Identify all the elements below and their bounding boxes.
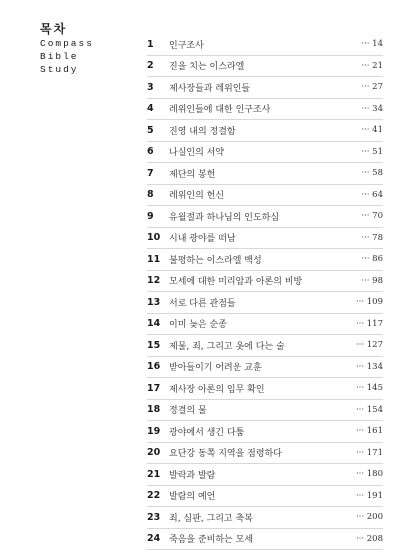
chapter-title: 발락과 발람: [169, 468, 341, 481]
page-number: ··· 134: [341, 362, 383, 372]
series-title: [40, 37, 94, 76]
page-number: ··· 27: [341, 82, 383, 92]
table-of-contents: [147, 34, 383, 550]
chapter-title: 정결의 물: [169, 403, 341, 416]
toc-entry: [147, 378, 383, 400]
chapter-number: 6: [147, 146, 169, 157]
toc-entry: [147, 185, 383, 207]
chapter-number: 10: [147, 232, 169, 243]
chapter-number: 2: [147, 60, 169, 71]
page-number: ··· 154: [341, 405, 383, 415]
page-number: ··· 41: [341, 125, 383, 135]
chapter-number: 22: [147, 490, 169, 501]
chapter-number: 7: [147, 168, 169, 179]
toc-entry: [147, 529, 383, 550]
chapter-number: 15: [147, 340, 169, 351]
page-number: ··· 208: [341, 534, 383, 544]
toc-entry: [147, 292, 383, 314]
page-number: ··· 64: [341, 190, 383, 200]
toc-heading: 목차: [40, 20, 67, 37]
toc-entry: [147, 464, 383, 486]
page-number: ··· 191: [341, 491, 383, 501]
chapter-title: 발람의 예언: [169, 489, 341, 502]
toc-entry: [147, 271, 383, 293]
toc-entry: [147, 99, 383, 121]
chapter-title: 이미 늦은 순종: [169, 317, 341, 330]
toc-entry: [147, 486, 383, 508]
chapter-number: 24: [147, 533, 169, 544]
series-line: Study: [40, 63, 94, 76]
chapter-number: 12: [147, 275, 169, 286]
toc-entry: [147, 357, 383, 379]
chapter-title: 인구조사: [169, 38, 341, 51]
chapter-title: 제단의 봉헌: [169, 167, 341, 180]
page-number: ··· 78: [341, 233, 383, 243]
chapter-title: 제사장들과 레위인들: [169, 81, 341, 94]
series-line: Bible: [40, 50, 94, 63]
page-number: ··· 51: [341, 147, 383, 157]
chapter-number: 1: [147, 39, 169, 50]
page-number: ··· 109: [341, 297, 383, 307]
chapter-title: 서로 다른 관점들: [169, 296, 341, 309]
chapter-title: 제물, 죄, 그리고 옷에 다는 술: [169, 339, 341, 352]
chapter-number: 18: [147, 404, 169, 415]
chapter-number: 21: [147, 469, 169, 480]
toc-entry: [147, 443, 383, 465]
page-number: ··· 145: [341, 383, 383, 393]
chapter-number: 19: [147, 426, 169, 437]
chapter-title: 죄, 심판, 그리고 축복: [169, 511, 341, 524]
page-number: ··· 86: [341, 254, 383, 264]
chapter-title: 진을 치는 이스라엘: [169, 59, 341, 72]
chapter-number: 9: [147, 211, 169, 222]
chapter-title: 모세에 대한 미리암과 아론의 비방: [169, 274, 341, 287]
chapter-title: 진영 내의 정결함: [169, 124, 341, 137]
page-number: ··· 21: [341, 61, 383, 71]
page-number: ··· 34: [341, 104, 383, 114]
page-number: ··· 180: [341, 469, 383, 479]
chapter-number: 11: [147, 254, 169, 265]
toc-entry: [147, 400, 383, 422]
chapter-number: 8: [147, 189, 169, 200]
chapter-title: 레위인들에 대한 인구조사: [169, 102, 341, 115]
chapter-number: 13: [147, 297, 169, 308]
toc-entry: [147, 206, 383, 228]
chapter-title: 제사장 아론의 임무 확인: [169, 382, 341, 395]
page-number: ··· 98: [341, 276, 383, 286]
toc-entry: [147, 421, 383, 443]
page-number: ··· 70: [341, 211, 383, 221]
toc-entry: [147, 56, 383, 78]
page-number: ··· 14: [341, 39, 383, 49]
chapter-title: 나실인의 서약: [169, 145, 341, 158]
chapter-number: 4: [147, 103, 169, 114]
chapter-number: 16: [147, 361, 169, 372]
toc-entry: [147, 314, 383, 336]
chapter-number: 23: [147, 512, 169, 523]
chapter-number: 3: [147, 82, 169, 93]
chapter-title: 레위인의 헌신: [169, 188, 341, 201]
page-number: ··· 117: [341, 319, 383, 329]
series-line: Compass: [40, 37, 94, 50]
chapter-number: 20: [147, 447, 169, 458]
toc-entry: [147, 77, 383, 99]
chapter-title: 죽음을 준비하는 모세: [169, 532, 341, 545]
page-number: ··· 127: [341, 340, 383, 350]
chapter-number: 14: [147, 318, 169, 329]
chapter-title: 유월절과 하나님의 인도하심: [169, 210, 341, 223]
page-number: ··· 200: [341, 512, 383, 522]
page-number: ··· 58: [341, 168, 383, 178]
chapter-title: 시내 광야를 떠남: [169, 231, 341, 244]
toc-entry: [147, 335, 383, 357]
page-number: ··· 171: [341, 448, 383, 458]
toc-entry: [147, 163, 383, 185]
chapter-number: 17: [147, 383, 169, 394]
chapter-title: 광야에서 생긴 다툼: [169, 425, 341, 438]
toc-entry: [147, 120, 383, 142]
chapter-title: 요단강 동쪽 지역을 점령하다: [169, 446, 341, 459]
page-number: ··· 161: [341, 426, 383, 436]
toc-entry: [147, 34, 383, 56]
toc-entry: [147, 507, 383, 529]
toc-entry: [147, 249, 383, 271]
toc-entry: [147, 142, 383, 164]
chapter-number: 5: [147, 125, 169, 136]
chapter-title: 불평하는 이스라엘 백성: [169, 253, 341, 266]
chapter-title: 받아들이기 어려운 교훈: [169, 360, 341, 373]
toc-entry: [147, 228, 383, 250]
